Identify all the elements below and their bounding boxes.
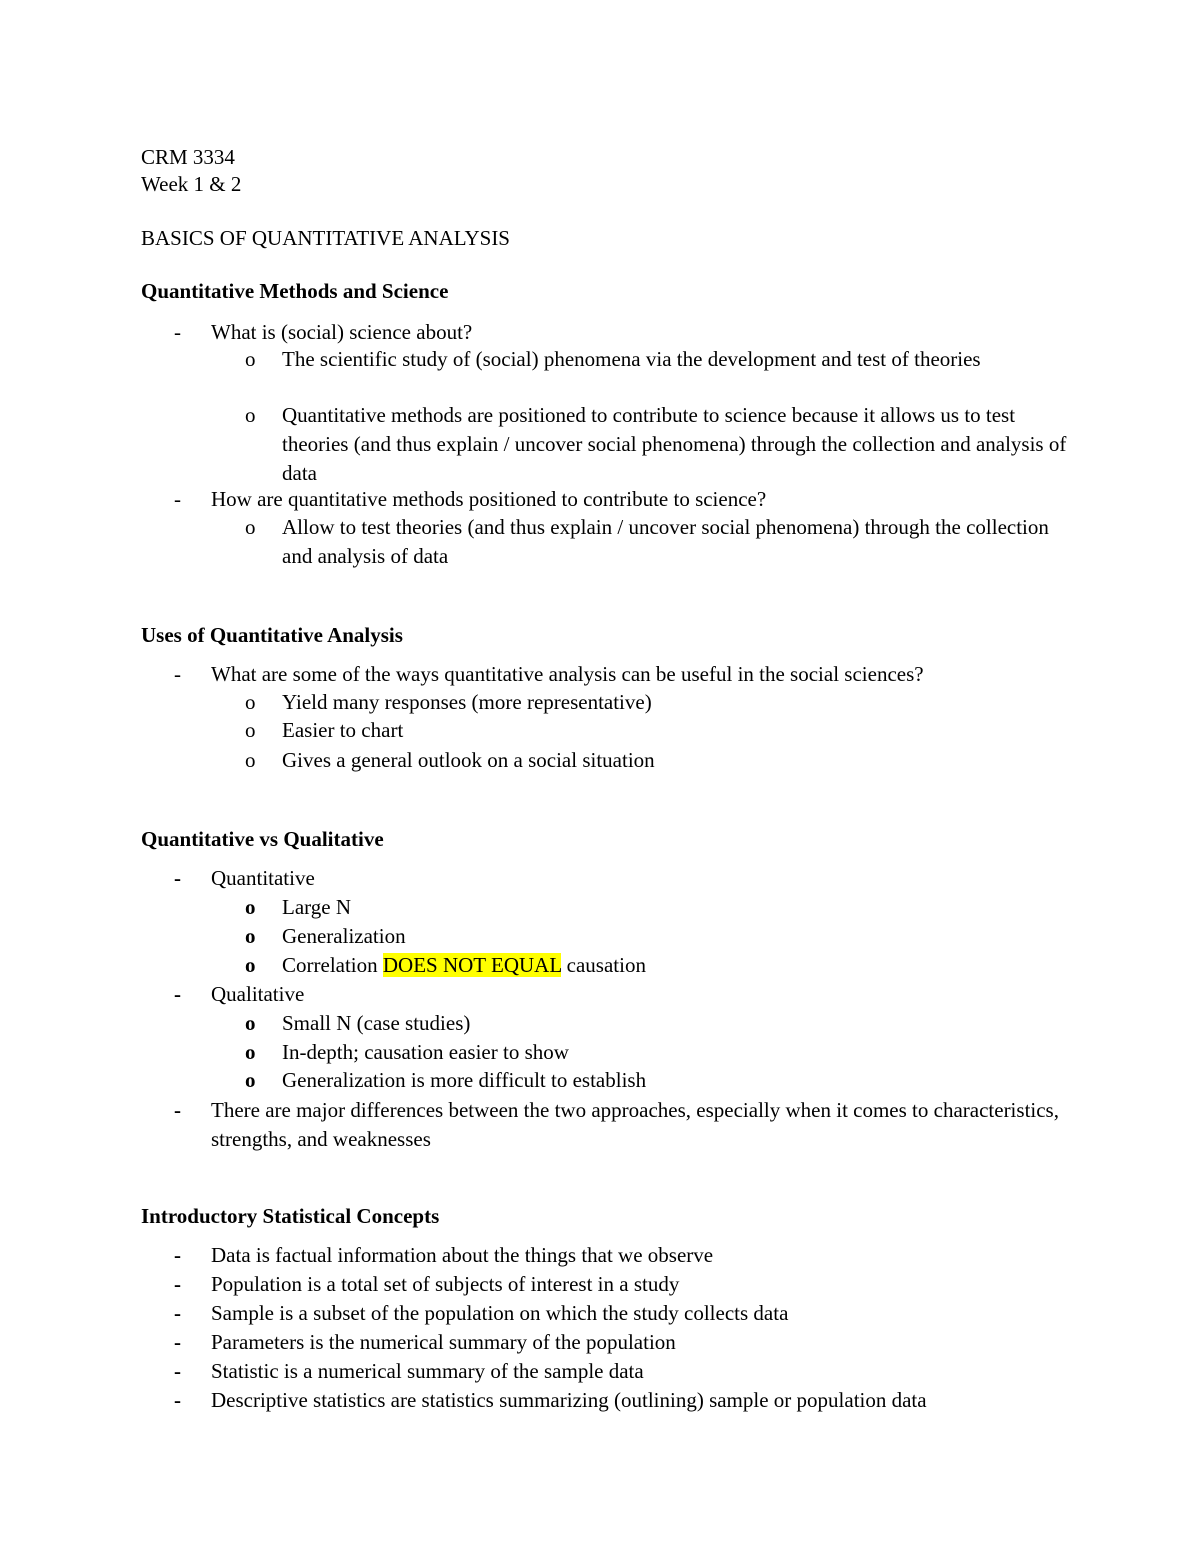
list-item-text: Parameters is the numerical summary of the population	[211, 1330, 676, 1354]
list-item-text: What is (social) science about?	[211, 320, 473, 344]
list-item-text: Descriptive statistics are statistics summarizing (outlining) sample or population data	[211, 1388, 927, 1412]
circle-bullet: o	[245, 403, 256, 427]
circle-bullet: o	[245, 347, 256, 371]
sub-list-item-text: Generalization	[282, 924, 406, 948]
circle-bullet: o	[245, 1040, 256, 1064]
sub-list-item-text: Quantitative methods are positioned to contribute to science because it allows us to test theories (and thus explain / uncover social phenomena) through the collection and analysis of data	[282, 403, 1067, 485]
circle-bullet: o	[245, 748, 256, 772]
section-heading-quant-vs-qual: Quantitative vs Qualitative	[141, 827, 384, 851]
causation-text: causation	[561, 953, 646, 977]
list-item-text: What are some of the ways quantitative analysis can be useful in the social sciences?	[211, 662, 924, 686]
list-item-text: Statistic is a numerical summary of the sample data	[211, 1359, 644, 1383]
dash-bullet: -	[174, 487, 181, 511]
section-heading-uses: Uses of Quantitative Analysis	[141, 623, 403, 647]
list-item-text: Qualitative	[211, 982, 305, 1006]
sub-list-item-text: Large N	[282, 895, 351, 919]
circle-bullet: o	[245, 924, 256, 948]
list-item-text: There are major differences between the two approaches, especially when it comes to characteristics, strengths, and weaknesses	[211, 1098, 1059, 1151]
circle-bullet: o	[245, 1068, 256, 1092]
dash-bullet: -	[174, 866, 181, 890]
sub-list-item-text: Small N (case studies)	[282, 1011, 471, 1035]
sub-list-item-text: Easier to chart	[282, 718, 404, 742]
list-item-text: Population is a total set of subjects of interest in a study	[211, 1272, 680, 1296]
sub-list-item-text: Allow to test theories (and thus explain / uncover social phenomena) through the collection and analysis of data	[282, 515, 1049, 568]
circle-bullet: o	[245, 1011, 256, 1035]
sub-list-item-text	[282, 951, 1072, 980]
list-item-text: Data is factual information about the things that we observe	[211, 1243, 714, 1267]
sub-list-item-text: The scientific study of (social) phenomena via the development and test of theories	[282, 347, 981, 371]
circle-bullet: o	[245, 953, 256, 977]
sub-list-item-text: Generalization is more difficult to establish	[282, 1068, 647, 1092]
dash-bullet: -	[174, 1359, 181, 1383]
circle-bullet: o	[245, 718, 256, 742]
dash-bullet: -	[174, 1388, 181, 1412]
document-title: BASICS OF QUANTITATIVE ANALYSIS	[141, 226, 510, 250]
section-heading-stat-concepts: Introductory Statistical Concepts	[141, 1204, 440, 1228]
week-label: Week 1 & 2	[141, 172, 242, 196]
list-item-text: Quantitative	[211, 866, 315, 890]
circle-bullet: o	[245, 895, 256, 919]
sub-list-item-text: Gives a general outlook on a social situation	[282, 748, 655, 772]
circle-bullet: o	[245, 690, 256, 714]
dash-bullet: -	[174, 320, 181, 344]
dash-bullet: -	[174, 1301, 181, 1325]
list-item-text: Sample is a subset of the population on which the study collects data	[211, 1301, 789, 1325]
sub-list-item-text: In-depth; causation easier to show	[282, 1040, 569, 1064]
highlighted-text: DOES NOT EQUAL	[382, 953, 562, 977]
dash-bullet: -	[174, 1243, 181, 1267]
course-code: CRM 3334	[141, 145, 235, 169]
dash-bullet: -	[174, 1098, 181, 1122]
dash-bullet: -	[174, 982, 181, 1006]
dash-bullet: -	[174, 1330, 181, 1354]
correlation-text: Correlation	[282, 953, 383, 977]
sub-list-item-text: Yield many responses (more representative)	[282, 690, 652, 714]
circle-bullet: o	[245, 515, 256, 539]
list-item-text: How are quantitative methods positioned to contribute to science?	[211, 487, 767, 511]
dash-bullet: -	[174, 662, 181, 686]
dash-bullet: -	[174, 1272, 181, 1296]
section-heading-methods-science: Quantitative Methods and Science	[141, 279, 449, 303]
